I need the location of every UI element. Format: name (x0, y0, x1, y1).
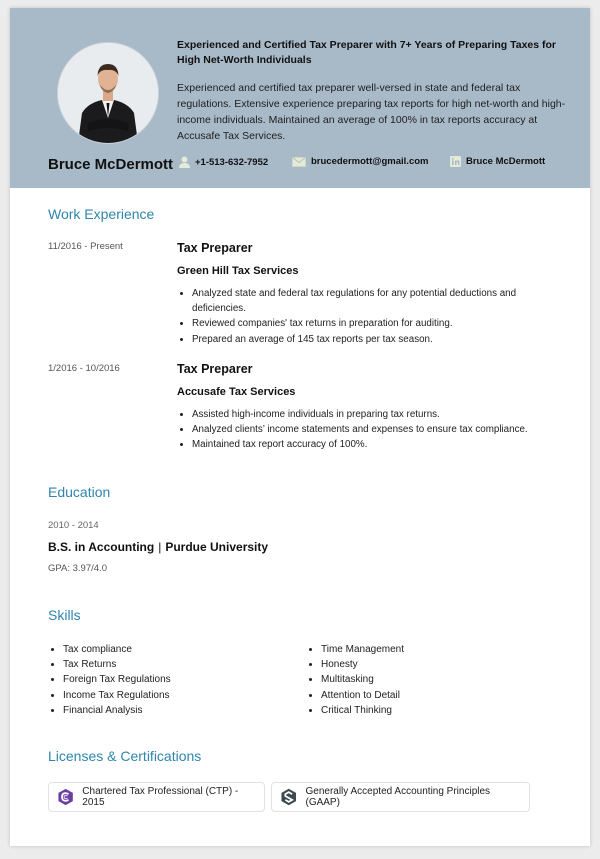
education-gpa: GPA: 3.97/4.0 (48, 563, 107, 574)
linkedin-icon (450, 156, 461, 167)
resume-headline: Experienced and Certified Tax Preparer with 7+ Years of Preparing Taxes for High Net-Worth Individuals (177, 39, 557, 66)
profile-photo (58, 43, 158, 143)
email-text: brucedermott@gmail.com (311, 156, 429, 167)
skills-list-right (306, 642, 404, 718)
work-experience-heading: Work Experience (48, 206, 155, 222)
skill-item: • Tax compliance (63, 642, 171, 657)
certification-card-gaap[interactable] (271, 782, 530, 812)
resume-header (10, 8, 590, 188)
skill-item: • Critical Thinking (321, 703, 404, 718)
contact-email[interactable] (292, 156, 428, 167)
job-dates: 11/2016 - Present (48, 241, 123, 252)
education-degree-line (48, 540, 268, 554)
job-bullets (177, 286, 562, 347)
skill-item: • Attention to Detail (321, 688, 404, 703)
resume-page (10, 8, 590, 846)
skill-item: • Multitasking (321, 672, 404, 687)
skill-item: • Honesty (321, 657, 404, 672)
ctp-logo-icon (57, 788, 74, 806)
certification-card-ctp[interactable] (48, 782, 265, 812)
person-icon (179, 156, 190, 168)
list-item: • Prepared an average of 145 tax reports per tax season. (192, 332, 562, 347)
education-dates: 2010 - 2014 (48, 520, 99, 531)
certification-label: Chartered Tax Professional (CTP) - 2015 (82, 786, 239, 808)
job-title: Tax Preparer (177, 241, 253, 255)
phone-text: +1-513-632-7952 (195, 156, 269, 168)
skill-item: • Tax Returns (63, 657, 171, 672)
licenses-heading: Licenses & Certifications (48, 748, 202, 764)
job-company: Green Hill Tax Services (177, 265, 299, 277)
degree-name: B.S. in Accounting (48, 540, 155, 554)
job-title: Tax Preparer (177, 362, 253, 376)
list-item: • Reviewed companies' tax returns in preparation for auditing. (192, 316, 562, 331)
list-item: • Analyzed state and federal tax regulations for any potential deductions and deficiencies. (192, 286, 562, 316)
resume-summary: Experienced and certified tax preparer well-versed in state and federal tax regulations. Extensive experience preparing tax reports for high net-worth and high-income individuals. Maintained an average of 100% in tax reports accuracy at Accusafe Tax Services. (177, 82, 566, 142)
list-item: • Assisted high-income individuals in preparing tax returns. (192, 407, 562, 422)
list-item: • Analyzed clients’ income statements and expenses to ensure tax compliance. (192, 422, 562, 437)
skill-item: • Financial Analysis (63, 703, 171, 718)
skills-list-left (48, 642, 171, 718)
job-dates: 1/2016 - 10/2016 (48, 363, 120, 374)
avatar (57, 42, 159, 144)
job-company: Accusafe Tax Services (177, 386, 296, 398)
degree-separator: | (158, 540, 162, 554)
list-item: • Maintained tax report accuracy of 100%. (192, 437, 562, 452)
skills-heading: Skills (48, 607, 81, 623)
skill-item: • Income Tax Regulations (63, 688, 171, 703)
candidate-name: Bruce McDermott (48, 156, 174, 173)
skill-item: • Foreign Tax Regulations (63, 672, 171, 687)
gaap-logo-icon (280, 788, 297, 806)
school-name: Purdue University (165, 540, 269, 554)
envelope-icon (292, 157, 306, 167)
contact-linkedin[interactable] (450, 156, 545, 167)
education-heading: Education (48, 484, 111, 500)
job-bullets (177, 407, 562, 453)
certification-label: Generally Accepted Accounting Principles (GAAP) (305, 786, 491, 808)
linkedin-text: Bruce McDermott (466, 156, 546, 167)
skill-item: • Time Management (321, 642, 404, 657)
contact-phone[interactable] (179, 156, 268, 168)
